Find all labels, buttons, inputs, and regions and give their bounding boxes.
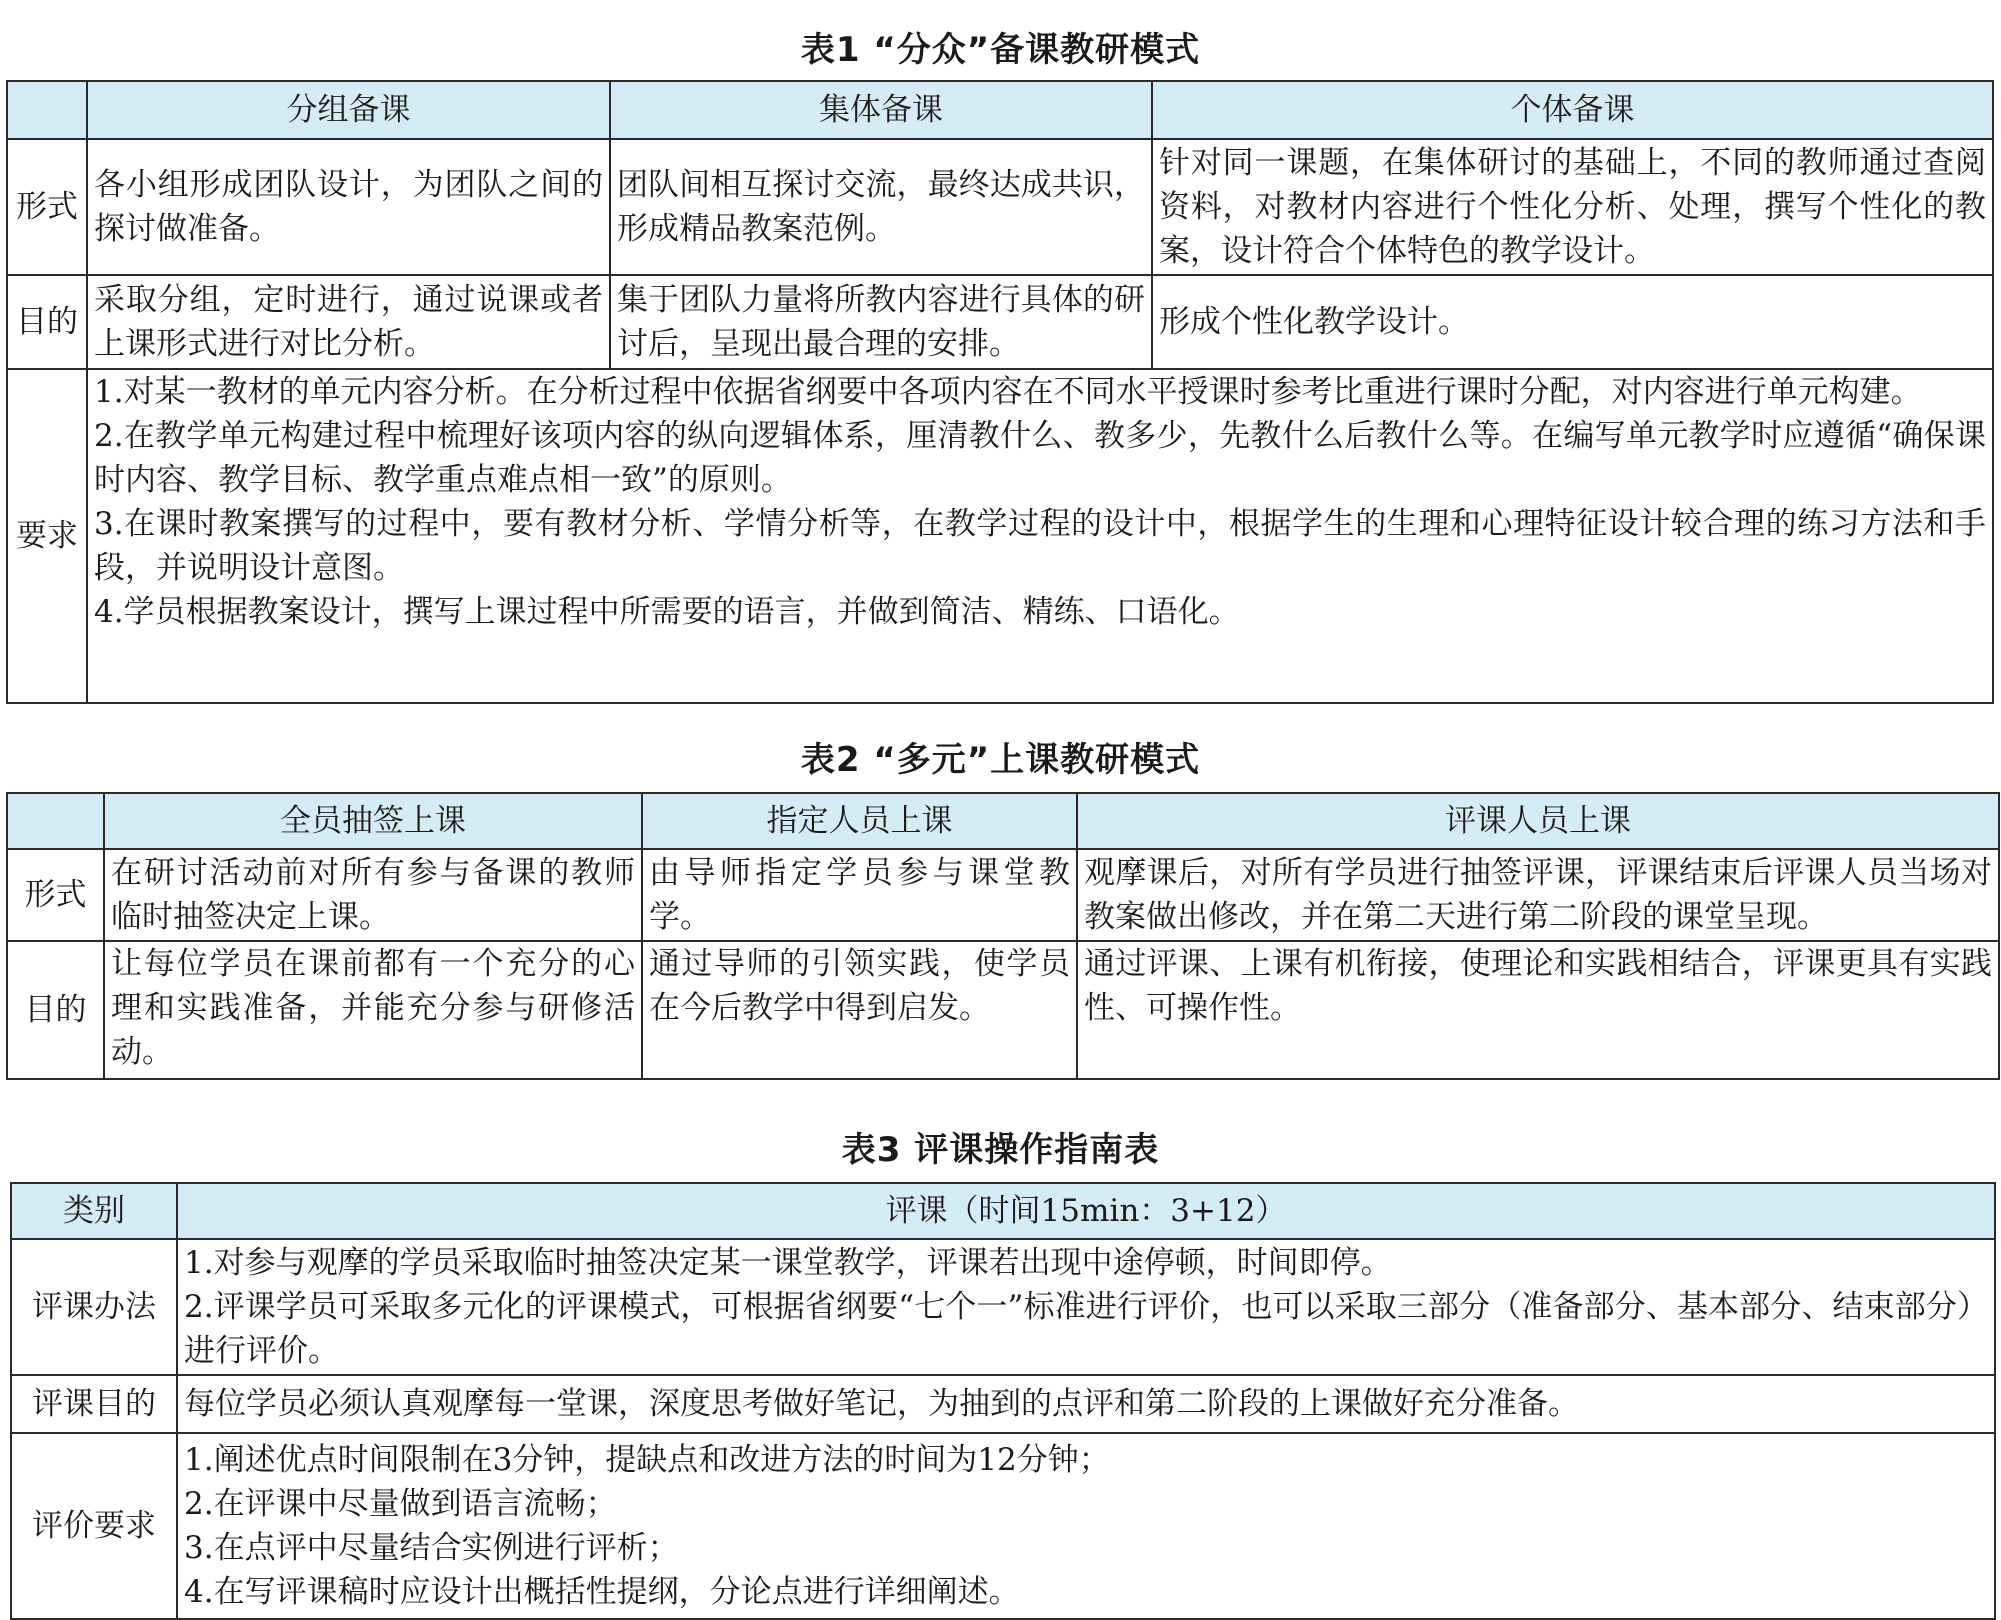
table-cell: 采取分组，定时进行，通过说课或者上课形式进行对比分析。 <box>87 275 610 369</box>
table-cell: 形成个性化教学设计。 <box>1152 275 1993 369</box>
list-item: 3.在课时教案撰写的过程中，要有教材分析、学情分析等，在教学过程的设计中，根据学生的生理和心理特征设计较合理的练习方法和手段，并说明设计意图。 <box>94 506 1986 586</box>
table-row <box>7 139 1993 275</box>
row-label: 评价要求 <box>11 1433 177 1619</box>
list-item: 2.评课学员可采取多元化的评课模式，可根据省纲要“七个一”标准进行评价，也可以采取三部分（准备部分、基本部分、结束部分）进行评价。 <box>184 1289 1988 1369</box>
table-cell: 针对同一课题，在集体研讨的基础上，不同的教师通过查阅资料，对教材内容进行个性化分析、处理，撰写个性化的教案，设计符合个体特色的教学设计。 <box>1152 139 1993 275</box>
table1-header-cell: 个体备课 <box>1152 81 1993 139</box>
table-cell: 集于团队力量将所教内容进行具体的研讨后，呈现出最合理的安排。 <box>610 275 1152 369</box>
table1-header-row <box>7 81 1993 139</box>
row-label: 目的 <box>7 941 104 1079</box>
table-row <box>7 849 1999 941</box>
row-label: 要求 <box>7 369 87 703</box>
table3-caption: 表3 评课操作指南表 <box>841 1130 1160 1170</box>
table1-header-cell: 分组备课 <box>87 81 610 139</box>
table3-header-cell: 类别 <box>11 1183 177 1239</box>
table3 <box>10 1182 1996 1620</box>
list-item: 2.在教学单元构建过程中梳理好该项内容的纵向逻辑体系，厘清教什么、教多少，先教什么后教什么等。在编写单元教学时应遵循“确保课时内容、教学目标、教学重点难点相一致”的原则。 <box>94 418 1986 498</box>
table2-header-cell: 评课人员上课 <box>1077 793 1999 849</box>
list-item: 1.对某一教材的单元内容分析。在分析过程中依据省纲要中各项内容在不同水平授课时参考比重进行课时分配，对内容进行单元构建。 <box>94 374 1922 410</box>
table3-header-cell: 评课（时间15min：3+12） <box>177 1183 1995 1239</box>
list-item: 1.对参与观摩的学员采取临时抽签决定某一课堂教学，评课若出现中途停顿，时间即停。 <box>184 1245 1392 1281</box>
table1-header-corner <box>7 81 87 139</box>
table2-header-cell: 指定人员上课 <box>642 793 1077 849</box>
list-item: 2.在评课中尽量做到语言流畅； <box>184 1486 617 1522</box>
row-label: 评课办法 <box>11 1239 177 1375</box>
method-list <box>177 1239 1995 1375</box>
table-row <box>7 275 1993 369</box>
table-row <box>7 369 1993 703</box>
row-label: 评课目的 <box>11 1375 177 1433</box>
list-item: 4.学员根据教案设计，撰写上课过程中所需要的语言，并做到简洁、精练、口语化。 <box>94 594 1240 630</box>
evaluation-list <box>177 1433 1995 1619</box>
table-cell: 通过评课、上课有机衔接，使理论和实践相结合，评课更具有实践性、可操作性。 <box>1077 941 1999 1079</box>
requirement-list <box>87 369 1993 703</box>
list-item: 4.在写评课稿时应设计出概括性提纲，分论点进行详细阐述。 <box>184 1574 1020 1610</box>
table2-caption: 表2 “多元”上课教研模式 <box>800 740 1201 780</box>
table2-header-cell: 全员抽签上课 <box>104 793 642 849</box>
table-cell: 通过导师的引领实践，使学员在今后教学中得到启发。 <box>642 941 1077 1079</box>
table1-caption: 表1 “分众”备课教研模式 <box>800 30 1201 70</box>
table-cell: 各小组形成团队设计，为团队之间的探讨做准备。 <box>87 139 610 275</box>
table-cell: 在研讨活动前对所有参与备课的教师临时抽签决定上课。 <box>104 849 642 941</box>
table-cell: 团队间相互探讨交流，最终达成共识，形成精品教案范例。 <box>610 139 1152 275</box>
table-row <box>11 1433 1995 1619</box>
row-label: 形式 <box>7 139 87 275</box>
table2-header-row <box>7 793 1999 849</box>
table1-header-cell: 集体备课 <box>610 81 1152 139</box>
table-row <box>11 1239 1995 1375</box>
table-cell: 由导师指定学员参与课堂教学。 <box>642 849 1077 941</box>
table-cell: 观摩课后，对所有学员进行抽签评课，评课结束后评课人员当场对教案做出修改，并在第二天进行第二阶段的课堂呈现。 <box>1077 849 1999 941</box>
table2 <box>6 792 2000 1080</box>
list-item: 3.在点评中尽量结合实例进行评析； <box>184 1530 679 1566</box>
row-label: 目的 <box>7 275 87 369</box>
table-cell: 每位学员必须认真观摩每一堂课，深度思考做好笔记，为抽到的点评和第二阶段的上课做好充分准备。 <box>177 1375 1995 1433</box>
table-row <box>11 1375 1995 1433</box>
row-label: 形式 <box>7 849 104 941</box>
table1 <box>6 80 1994 704</box>
table3-header-row <box>11 1183 1995 1239</box>
table2-header-corner <box>7 793 104 849</box>
table-row <box>7 941 1999 1079</box>
list-item: 1.阐述优点时间限制在3分钟，提缺点和改进方法的时间为12分钟； <box>184 1442 1110 1478</box>
table-cell: 让每位学员在课前都有一个充分的心理和实践准备，并能充分参与研修活动。 <box>104 941 642 1079</box>
